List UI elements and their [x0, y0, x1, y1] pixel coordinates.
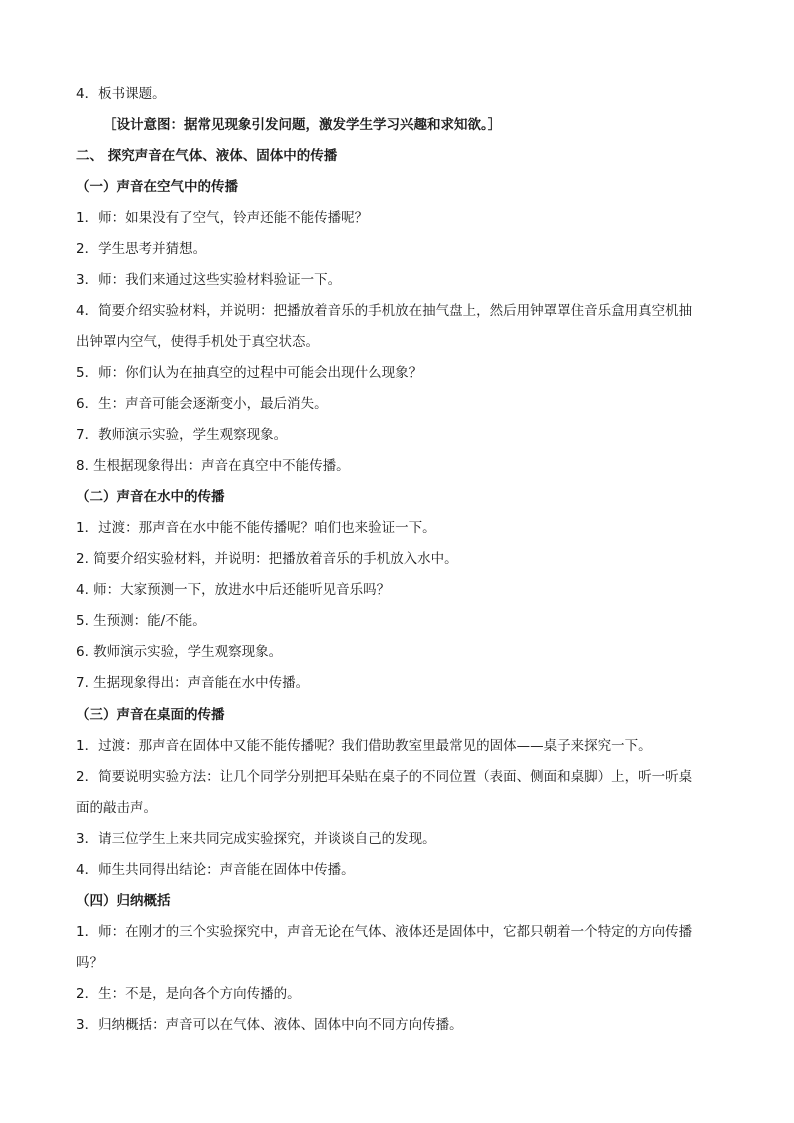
text-line: 1．过渡：那声音在水中能不能传播呢？咱们也来验证一下。 — [76, 520, 436, 536]
text-line: 吗？ — [76, 955, 103, 971]
text-line: 1．过渡：那声音在固体中又能不能传播呢？我们借助教室里最常见的固体——桌子来探究一下。 — [76, 738, 652, 754]
subsection-heading: （二）声音在水中的传播 — [76, 489, 225, 505]
text-line: 2．简要说明实验方法：让几个同学分别把耳朵贴在桌子的不同位置（表面、侧面和桌脚）上，听一听桌 — [76, 769, 693, 785]
text-line: 6. 教师演示实验，学生观察现象。 — [76, 644, 283, 660]
text-line: 3．归纳概括：声音可以在气体、液体、固体中向不同方向传播。 — [76, 1017, 463, 1033]
text-line: 4．简要介绍实验材料，并说明：把播放着音乐的手机放在抽气盘上，然后用钟罩罩住音乐盒用真空机抽 — [76, 303, 693, 319]
text-line: 7. 生据现象得出：声音能在水中传播。 — [76, 675, 310, 691]
text-line: 3．请三位学生上来共同完成实验探究，并谈谈自己的发现。 — [76, 831, 436, 847]
text-line: 4．师生共同得出结论：声音能在固体中传播。 — [76, 862, 355, 878]
text-line: 4．板书课题。 — [76, 86, 166, 102]
design-intent: ［设计意图：据常见现象引发问题，激发学生学习兴趣和求知欲。］ — [103, 117, 502, 133]
text-line: 5. 生预测：能/不能。 — [76, 613, 206, 629]
text-line: 5．师：你们认为在抽真空的过程中可能会出现什么现象？ — [76, 365, 423, 381]
text-line: 4. 师：大家预测一下，放进水中后还能听见音乐吗？ — [76, 582, 391, 598]
subsection-heading: （四）归纳概括 — [76, 893, 171, 909]
text-line: 1．师：在刚才的三个实验探究中，声音无论在气体、液体还是固体中，它都只朝着一个特定的方向传播 — [76, 924, 693, 940]
text-line: 出钟罩内空气，使得手机处于真空状态。 — [76, 334, 319, 350]
text-line: 1．师：如果没有了空气，铃声还能不能传播呢？ — [76, 210, 369, 226]
text-line: 面的敲击声。 — [76, 800, 157, 816]
text-line: 7．教师演示实验，学生观察现象。 — [76, 427, 288, 443]
text-line: 6．生：声音可能会逐渐变小，最后消失。 — [76, 396, 328, 412]
text-line: 2. 简要介绍实验材料，并说明：把播放着音乐的手机放入水中。 — [76, 551, 458, 567]
text-line: 3．师：我们来通过这些实验材料验证一下。 — [76, 272, 342, 288]
text-line: 2．生：不是，是向各个方向传播的。 — [76, 986, 301, 1002]
text-line: 8. 生根据现象得出：声音在真空中不能传播。 — [76, 458, 350, 474]
subsection-heading: （一）声音在空气中的传播 — [76, 179, 238, 195]
section-heading: 二、 探究声音在气体、液体、固体中的传播 — [76, 148, 338, 164]
subsection-heading: （三）声音在桌面的传播 — [76, 707, 225, 723]
text-line: 2．学生思考并猜想。 — [76, 241, 207, 257]
